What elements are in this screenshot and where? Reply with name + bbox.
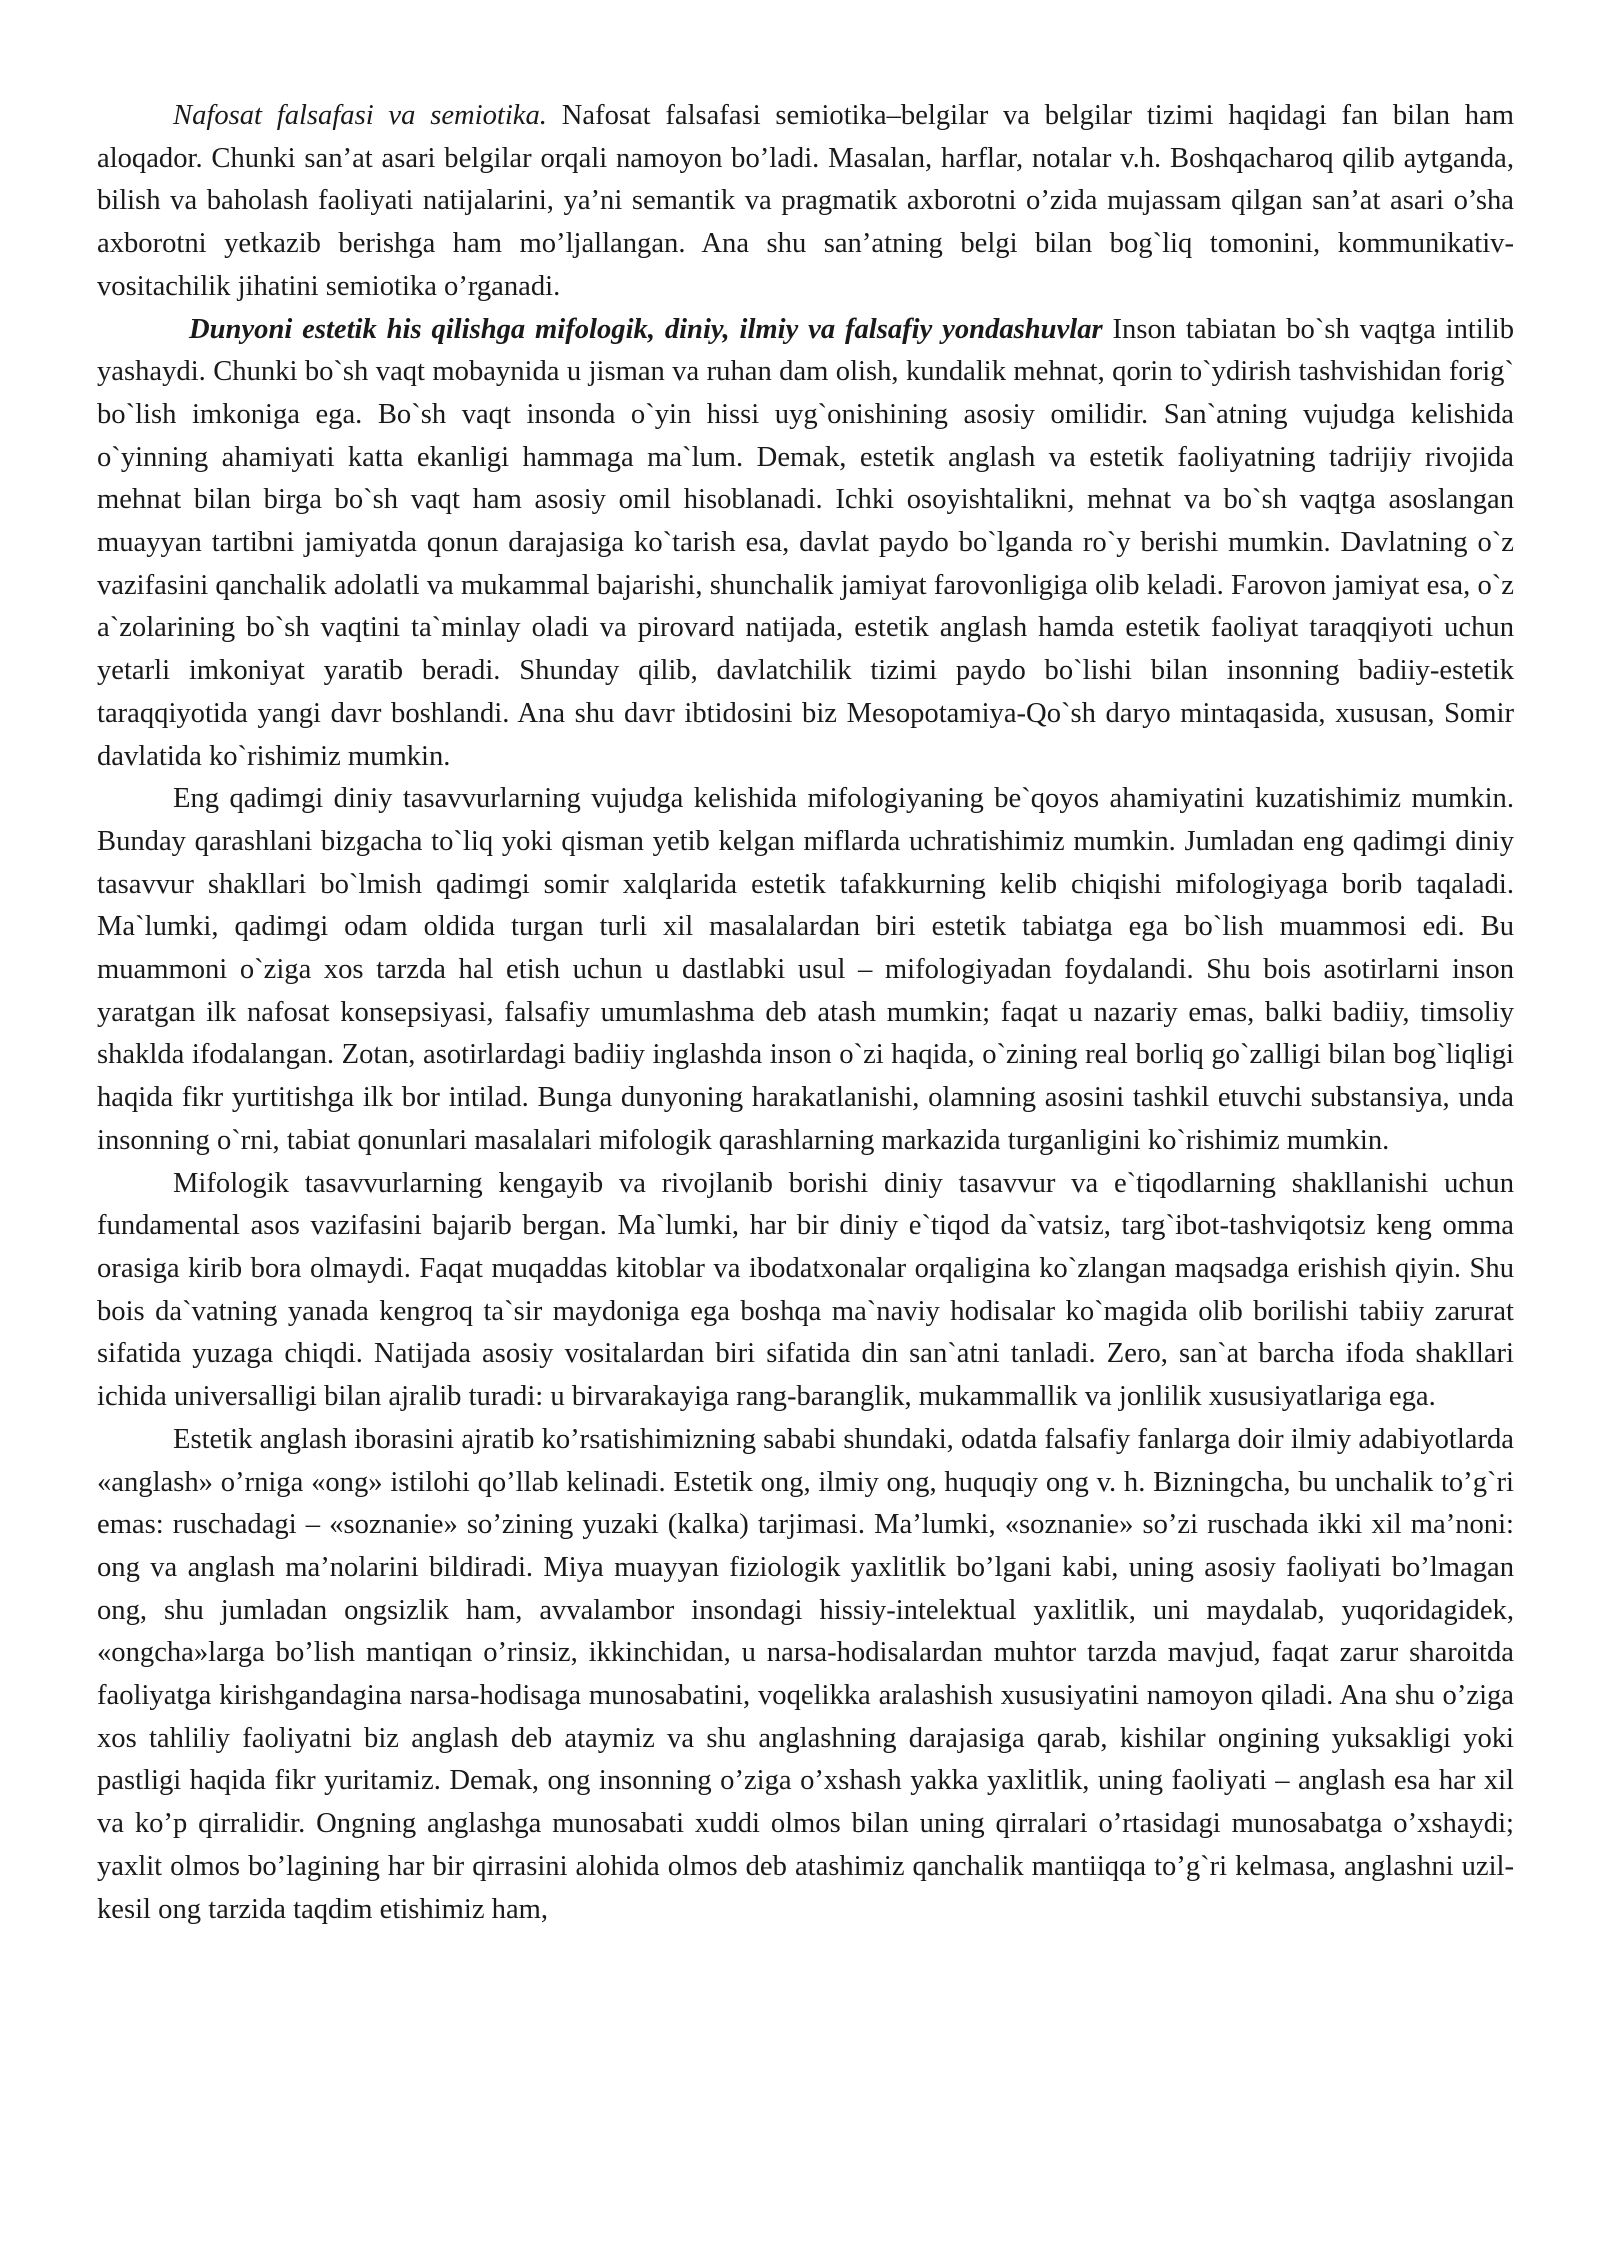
paragraph-lead-heading: Nafosat falsafasi va semiotika. (173, 100, 547, 131)
document-page (97, 95, 1514, 1931)
paragraph-approaches (97, 309, 1514, 779)
paragraph-aesthetic-awareness (97, 1419, 1514, 1931)
paragraph-semiotics (97, 95, 1514, 309)
paragraph-body: Inson tabiatan bo`sh vaqtga intilib yashaydi. Chunki bo`sh vaqt mobaynida u jisman va ruhan dam olish, kundalik mehnat, qorin to`ydirish tashvishidan forig` bo`lish imkoniga ega. Bo`sh vaqt insonda o`yin hissi uyg`onishining asosiy omilidir. San`atning vujudga kelishida o`yinning ahamiyati katta ekanligi hammaga ma`lum. Demak, estetik anglash va estetik faoliyatning tadrijiy rivojida mehnat bilan birga bo`sh vaqt ham asosiy omil hisoblanadi. Ichki osoyishtalikni, mehnat va bo`sh vaqtga asoslangan muayyan tartibni jamiyatda qonun darajasiga ko`tarish esa, davlat paydo bo`lganda ro`y berishi mumkin. Davlatning o`z vazifasini qanchalik adolatli va mukammal bajarishi, shunchalik jamiyat farovonligiga olib keladi. Farovon jamiyat esa, o`z a`zolarining bo`sh vaqtini ta`minlay oladi va pirovard natijada, estetik anglash hamda estetik faoliyat taraqqiyoti uchun yetarli imkoniyat yaratib beradi. Shunday qilib, davlatchilik tizimi paydo bo`lishi bilan insonning badiiy-estetik taraqqiyotida yangi davr boshlandi. Ana shu davr ibtidosini biz Mesopotamiya-Qo`sh daryo mintaqasida, xususan, Somir davlatida ko`rishimiz mumkin. (97, 313, 1514, 772)
paragraph-body: Eng qadimgi diniy tasavvurlarning vujudga kelishida mifologiyaning be`qoyos ahamiyatini kuzatishimiz mumkin. Bunday qarashlani bizgacha to`liq yoki qisman yetib kelgan miflarda uchratishimiz mumkin. Jumladan eng qadimgi diniy tasavvur shakllari bo`lmish qadimgi somir xalqlarida estetik tafakkurning kelib chiqishi mifologiyaga borib taqaladi. Ma`lumki, qadimgi odam oldida turgan turli xil masalalardan biri estetik tabiatga ega bo`lish muammosi edi. Bu muammoni o`ziga xos tarzda hal etish uchun u dastlabki usul – mifologiyadan foydalandi. Shu bois asotirlarni inson yaratgan ilk nafosat konsepsiyasi, falsafiy umumlashma deb atash mumkin; faqat u nazariy emas, balki badiiy, timsoliy shaklda ifodalangan. Zotan, asotirlardagi badiiy inglashda inson o`zi haqida, o`zining real borliq go`zalligi bilan bog`liqligi haqida fikr yurtitishga ilk bor intilad. Bunga dunyoning harakatlanishi, olamning asosini tashkil etuvchi substansiya, unda insonning o`rni, tabiat qonunlari masalalari mifologik qarashlarning markazida turganligini ko`rishimiz mumkin. (97, 783, 1514, 1156)
paragraph-religious-views (97, 778, 1514, 1162)
paragraph-lead-heading: Dunyoni estetik his qilishga mifologik, diniy, ilmiy va falsafiy yondashuvlar (189, 313, 1103, 345)
paragraph-body: Mifologik tasavvurlarning kengayib va rivojlanib borishi diniy tasavvur va e`tiqodlarning shakllanishi uchun fundamental asos vazifasini bajarib bergan. Ma`lumki, har bir diniy e`tiqod da`vatsiz, targ`ibot-tashviqotsiz keng omma orasiga kirib bora olmaydi. Faqat muqaddas kitoblar va ibodatxonalar orqaligina ko`zlangan maqsadga erishish qiyin. Shu bois da`vatning yanada kengroq ta`sir maydoniga ega boshqa ma`naviy hodisalar ko`magida olib borilishi tabiiy zarurat sifatida yuzaga chiqdi. Natijada asosiy vositalardan biri sifatida din san`atni tanladi. Zero, san`at barcha ifoda shakllari ichida universalligi bilan ajralib turadi: u birvarakayiga rang-baranglik, mukammallik va jonlilik xususiyatlariga ega. (97, 1167, 1514, 1413)
paragraph-mythology (97, 1163, 1514, 1419)
paragraph-body: Nafosat falsafasi semiotika–belgilar va belgilar tizimi haqidagi fan bilan ham aloqador. Chunki san’at asari belgilar orqali namoyon bo’ladi. Masalan, harflar, notalar v.h. Boshqacharoq qilib aytganda, bilish va baholash faoliyati natijalarini, ya’ni semantik va pragmatik axborotni o’zida mujassam qilgan san’at asari o’sha axborotni yetkazib berishga ham mo’ljallangan. Ana shu san’atning belgi bilan bog`liq tomonini, kommunikativ-vositachilik jihatini semiotika o’rganadi. (97, 100, 1515, 302)
paragraph-body: Estetik anglash iborasini ajratib ko’rsatishimizning sababi shundaki, odatda falsafiy fanlarga doir ilmiy adabiyotlarda «anglash» o’rniga «ong» istilohi qo’llab kelinadi. Estetik ong, ilmiy ong, huquqiy ong v. h. Bizningcha, bu unchalik to’g`ri emas: ruschadagi – «soznanie» so’zining yuzaki (kalka) tarjimasi. Ma’lumki, «soznanie» so’zi ruschada ikki xil ma’noni: ong va anglash ma’nolarini bildiradi. Miya muayyan fiziologik yaxlitlik bo’lgani kabi, uning asosiy faoliyati bo’lmagan ong, shu jumladan ongsizlik ham, avvalambor insondagi hissiy-intelektual yaxlitlik, uni maydalab, yuqoridagidek, «ongcha»larga bo’lish mantiqan o’rinsiz, ikkinchidan, u narsa-hodisalardan muhtor tarzda mavjud, faqat zarur sharoitda faoliyatga kirishgandagina narsa-hodisaga munosabatini, voqelikka aralashish xususiyatini namoyon qiladi. Ana shu o’ziga xos tahliliy faoliyatni biz anglash deb ataymiz va shu anglashning darajasiga qarab, kishilar ongining yuksakligi yoki pastligi haqida fikr yuritamiz. Demak, ong insonning o’ziga o’xshash yakka yaxlitlik, uning faoliyati – anglash esa har xil va ko’p qirralidir. Ongning anglashga munosabati xuddi olmos bilan uning qirralari o’rtasidagi munosabatga o’xshaydi; yaxlit olmos bo’lagining har bir qirrasini alohida olmos deb atashimiz qanchalik mantiiqqa to’g`ri kelmasa, anglashni uzil-kesil ong tarzida taqdim etishimiz ham, (97, 1423, 1514, 1925)
